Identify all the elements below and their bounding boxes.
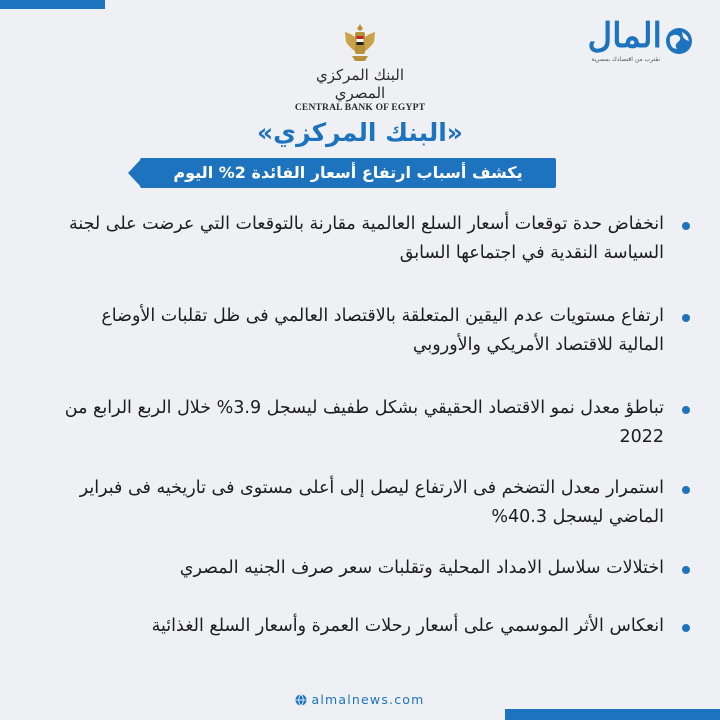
website-url[interactable]: almalnews.com: [311, 692, 425, 707]
list-item-text: استمرار معدل التضخم فى الارتفاع ليصل إلى أعلى مستوى فى تاريخيه فى فبراير الماضي ليسجل 40.3%: [79, 478, 664, 527]
bullet-dot-icon: [682, 486, 690, 494]
bottom-accent-bar: [505, 709, 720, 720]
cbe-english-name: CENTRAL BANK OF EGYPT: [294, 103, 426, 113]
cbe-arabic-name: البنك المركزي المصري: [315, 66, 405, 102]
central-bank-emblem: [290, 22, 430, 112]
bullet-dot-icon: [682, 624, 690, 632]
list-item-text: اختلالات سلاسل الامداد المحلية وتقلبات سعر صرف الجنيه المصري: [179, 558, 664, 578]
list-item: [60, 474, 698, 534]
reasons-list: [60, 210, 698, 642]
list-item: [60, 612, 698, 642]
list-item-text: ارتفاع مستويات عدم اليقين المتعلقة بالاقتصاد العالمي فى ظل تقلبات الأوضاع المالية للاقتصاد الأمريكي والأوروبي: [101, 306, 664, 355]
globe-icon: [295, 694, 307, 706]
logo-tagline: نقترب من اقتصادك بمصرية: [591, 56, 660, 63]
subtitle-ribbon: يكشف أسباب ارتفاع أسعار الفائدة 2% اليوم: [140, 158, 556, 188]
list-item: [60, 394, 698, 452]
list-item-text: انعكاس الأثر الموسمي على أسعار رحلات العمرة وأسعار السلع الغذائية: [151, 616, 664, 636]
globe-icon: [664, 26, 694, 56]
list-item-text: انخفاض حدة توقعات أسعار السلع العالمية مقارنة بالتوقعات التي عرضت على لجنة السياسة النقدية في اجتماعها السابق: [68, 214, 664, 263]
bullet-dot-icon: [682, 314, 690, 322]
bullet-dot-icon: [682, 222, 690, 230]
list-item: [60, 554, 698, 584]
bullet-dot-icon: [682, 406, 690, 414]
list-item: [60, 210, 698, 266]
list-item: [60, 302, 698, 360]
headline: «البنك المركزي»: [257, 118, 463, 147]
website-footer: [0, 692, 720, 707]
top-accent-bar: [0, 0, 105, 9]
almal-logo: [574, 16, 694, 68]
eagle-emblem-icon: [343, 22, 377, 64]
list-item-text: تباطؤ معدل نمو الاقتصاد الحقيقي بشكل طفيف ليسجل 3.9% خلال الربع الرابع من 2022: [64, 398, 664, 447]
bullet-dot-icon: [682, 566, 690, 574]
logo-text: المال: [587, 16, 662, 56]
